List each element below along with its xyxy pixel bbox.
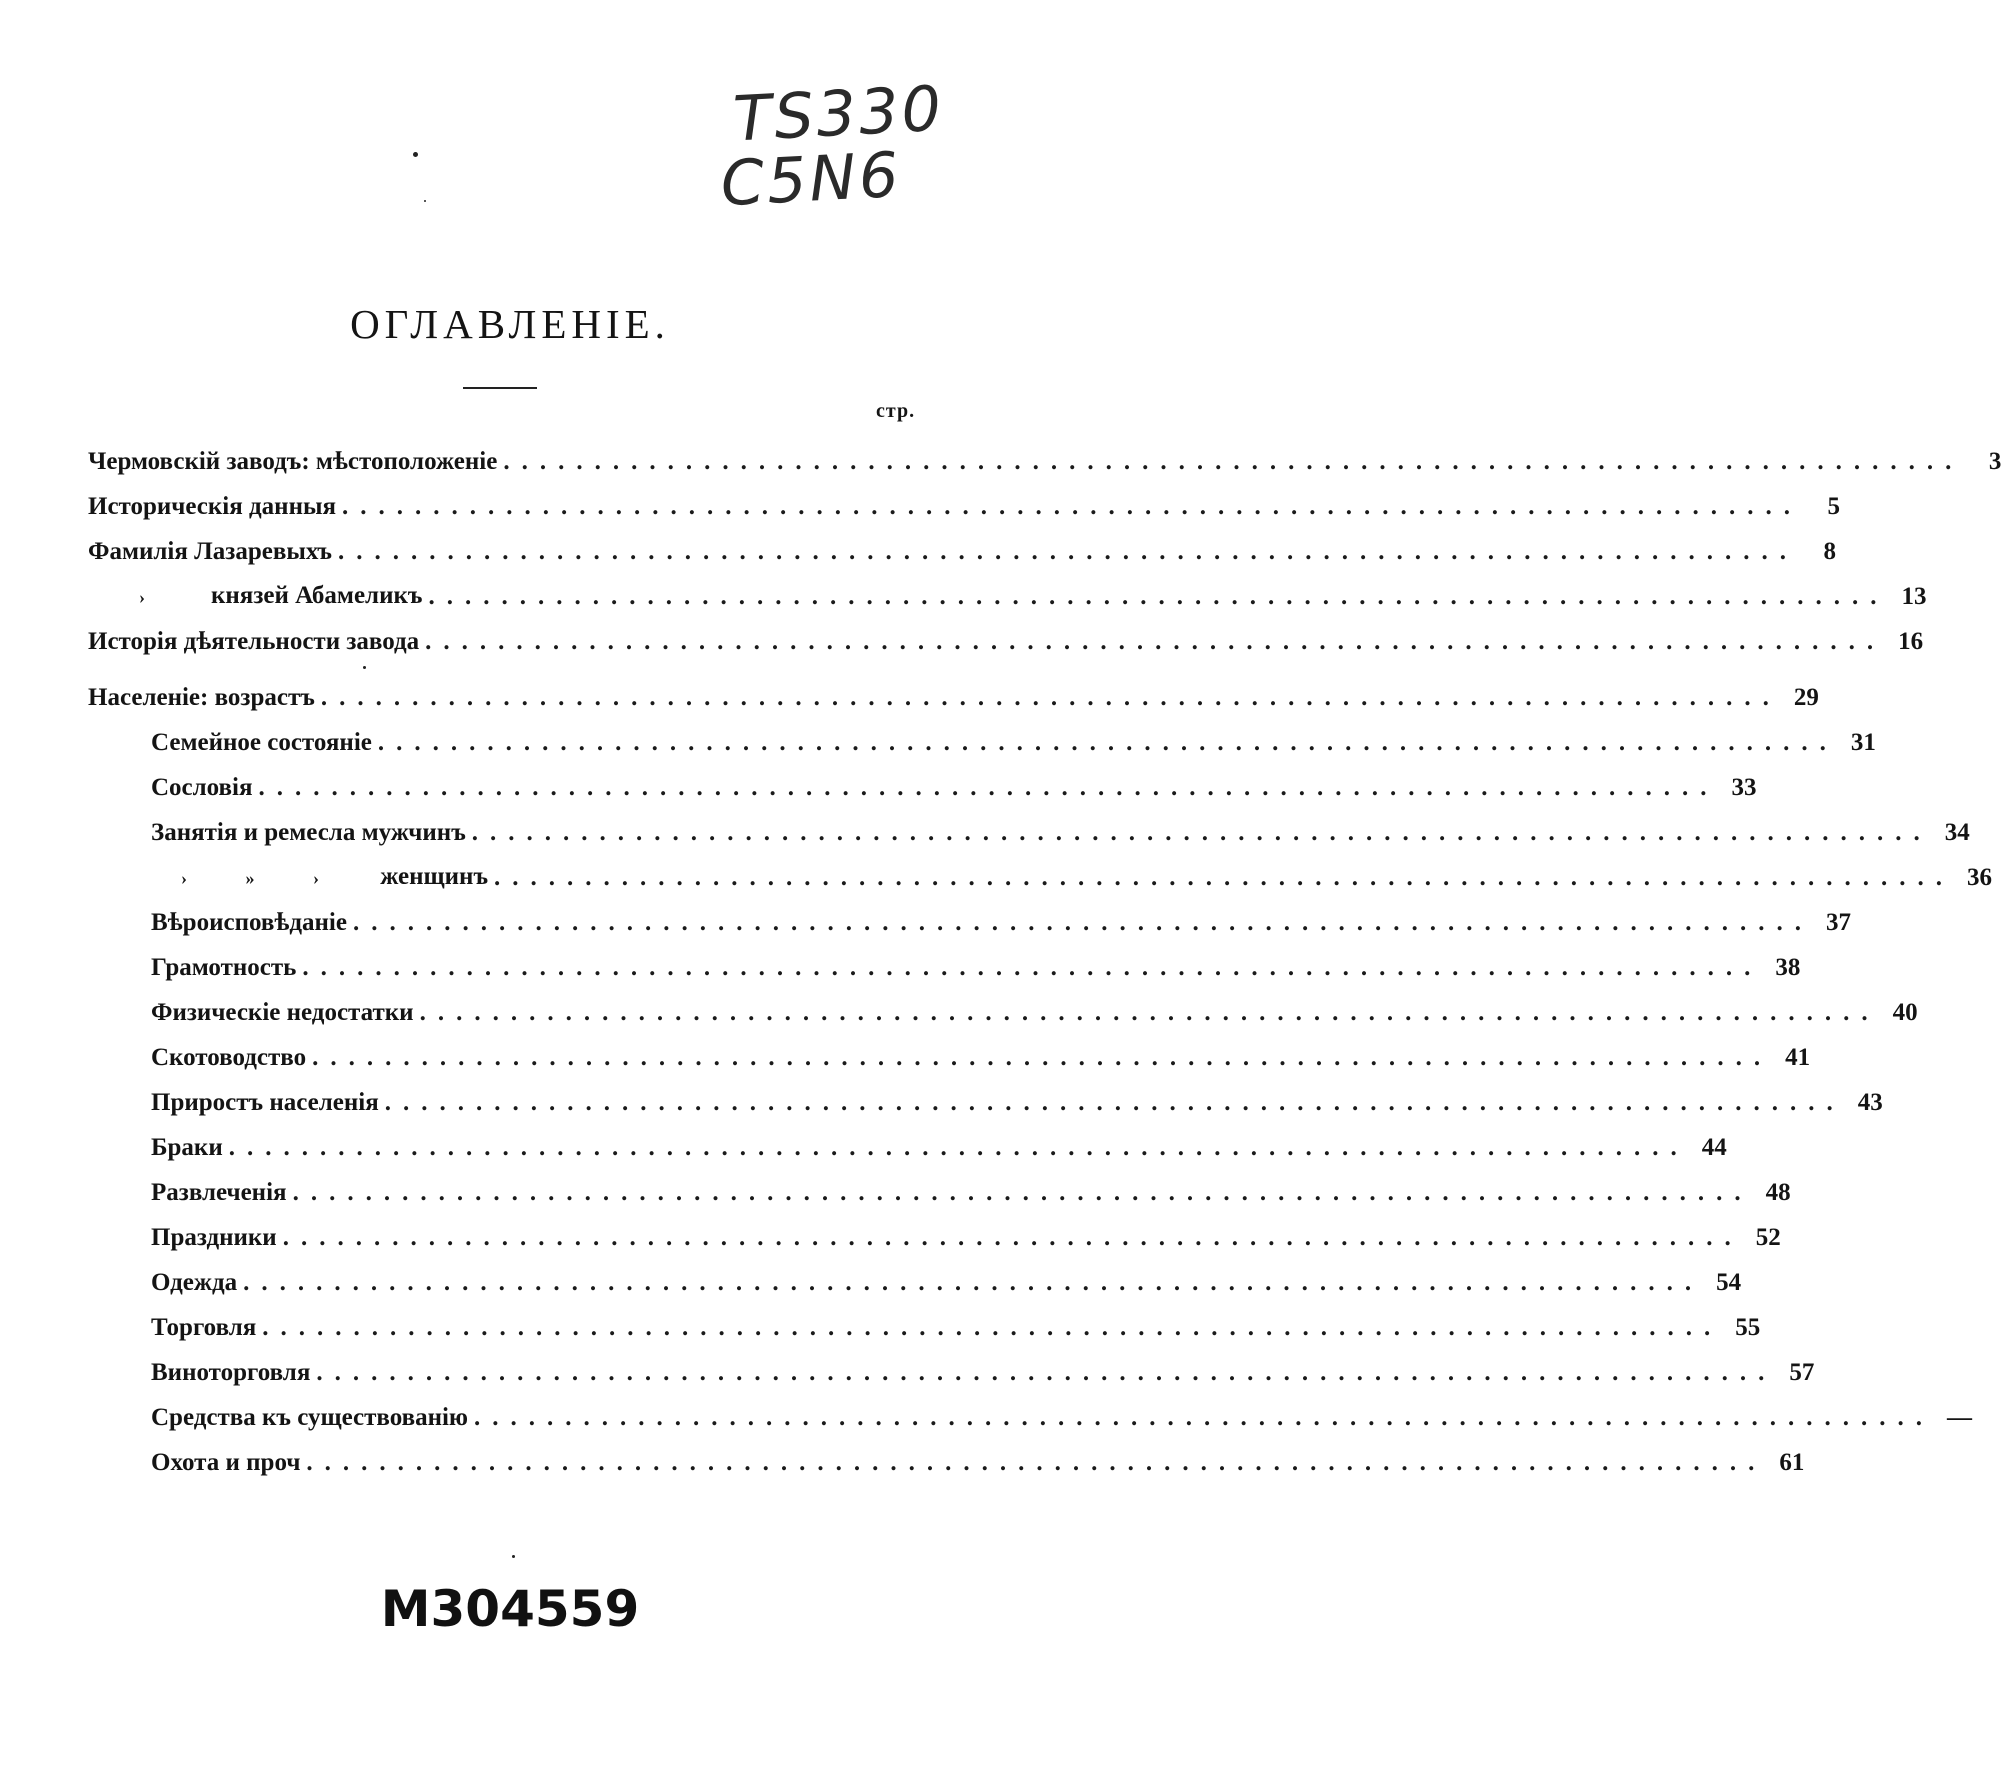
toc-entry-page: 54 <box>1716 1269 1742 1296</box>
call-number-line-2: C5N6 <box>718 137 904 221</box>
toc-entry <box>151 1300 1761 1344</box>
toc-entry-label: Занятія и ремесла мужчинъ <box>151 819 466 846</box>
dot-leader: ................................................................................ <box>306 1449 1767 1476</box>
pages-column-heading: стр. <box>876 400 916 422</box>
toc-entry-page: 33 <box>1731 774 1757 801</box>
dot-leader: ................................................................................ <box>337 538 1798 565</box>
toc-entry-page: 5 <box>1827 493 1841 520</box>
toc-entry-page: 52 <box>1755 1224 1781 1251</box>
ink-speck <box>424 200 426 202</box>
toc-entry-label: Развлеченія <box>151 1179 287 1206</box>
toc-entry-label: Торговля <box>151 1314 257 1341</box>
toc-entry-page: 36 <box>1967 864 1993 891</box>
toc-entry-page: 41 <box>1785 1044 1811 1071</box>
toc-entry <box>151 1390 1973 1434</box>
toc-entry-page: 34 <box>1944 819 1970 846</box>
title-rule <box>463 387 537 389</box>
toc-entry-page: 43 <box>1857 1089 1883 1116</box>
toc-entry <box>151 1030 1811 1074</box>
toc-entry <box>88 479 1841 523</box>
toc-entry-page: 48 <box>1765 1179 1791 1206</box>
toc-entry-label: Историческія данныя <box>88 493 337 520</box>
page-title: ОГЛАВЛЕНІЕ. <box>350 301 670 347</box>
dot-leader: ................................................................................ <box>471 819 1932 846</box>
dot-leader: ................................................................................ <box>342 493 1803 520</box>
dot-leader: ................................................................................ <box>262 1314 1723 1341</box>
call-number-line-1: TS330 <box>731 71 946 156</box>
library-stamp: M304559 <box>380 1580 640 1638</box>
dot-leader: ................................................................................ <box>320 684 1781 711</box>
toc-entry <box>151 1075 1883 1119</box>
toc-entry-label: Населеніе: возрастъ <box>88 684 315 711</box>
toc-entry-text: князей Абамеликъ <box>211 582 423 609</box>
toc-entry <box>151 940 1801 984</box>
toc-entry-page: 3 <box>1988 448 2001 475</box>
dot-leader: ................................................................................ <box>425 628 1886 655</box>
toc-entry <box>151 1210 1781 1254</box>
toc-entry <box>151 715 1876 759</box>
toc-entry <box>88 614 1924 658</box>
toc-entry-page: 44 <box>1701 1134 1727 1161</box>
ditto-mark: › <box>181 868 187 888</box>
toc-entry-text: женщинъ <box>380 863 489 890</box>
toc-entry-page: 57 <box>1789 1359 1815 1386</box>
toc-entry-label: Праздники <box>151 1224 277 1251</box>
toc-entry-label: Средства къ существованію <box>151 1404 469 1431</box>
dot-leader: ................................................................................ <box>316 1359 1777 1386</box>
toc-entry-label: Вѣроисповѣданіе <box>151 909 347 936</box>
toc-entry-label: Приростъ населенія <box>151 1089 379 1116</box>
ink-speck <box>363 666 366 669</box>
toc-entry-page: 29 <box>1793 684 1819 711</box>
toc-entry <box>151 850 1993 894</box>
dot-leader: ................................................................................ <box>384 1089 1845 1116</box>
toc-entry-label: Семейное состояніе <box>151 729 372 756</box>
toc-entry <box>151 1345 1815 1389</box>
toc-entry-label: Скотоводство <box>151 1044 307 1071</box>
dot-leader: ................................................................................ <box>243 1269 1704 1296</box>
toc-entry-page: 13 <box>1901 583 1927 610</box>
toc-entry <box>151 760 1757 804</box>
dot-leader: ................................................................................ <box>312 1044 1773 1071</box>
toc-entry <box>88 670 1819 714</box>
toc-entry <box>151 1435 1805 1479</box>
ditto-mark: › <box>313 868 319 888</box>
toc-entry-page: 55 <box>1735 1314 1761 1341</box>
toc-entry-page: 16 <box>1898 628 1924 655</box>
ink-speck <box>413 152 418 157</box>
toc-entry-label: Грамотность <box>151 954 297 981</box>
toc-entry <box>151 985 1918 1029</box>
toc-entry-page: — <box>1947 1404 1973 1431</box>
toc-entry <box>151 805 1970 849</box>
toc-entry-label: Чермовскій заводъ: мѣстоположеніе <box>88 448 498 475</box>
handwritten-call-number <box>718 71 949 221</box>
toc-entry-page: 37 <box>1825 909 1851 936</box>
toc-entry <box>88 569 1927 613</box>
toc-entry-page: 61 <box>1779 1449 1805 1476</box>
toc-entry <box>88 434 2001 478</box>
toc-entry-label: Фамилія Лазаревыхъ <box>88 538 332 565</box>
toc-entry <box>88 524 1836 568</box>
toc-entry <box>151 895 1851 939</box>
toc-entry-page: 31 <box>1850 729 1876 756</box>
dot-leader: ................................................................................ <box>282 1224 1743 1251</box>
dot-leader: ................................................................................ <box>503 448 1964 475</box>
toc-entry <box>151 1120 1727 1164</box>
toc-entry-label: Исторія дѣятельности завода <box>88 628 420 655</box>
ditto-mark: » <box>245 868 255 888</box>
dot-leader: ................................................................................ <box>428 583 1889 610</box>
toc-entry-page: 8 <box>1823 538 1836 565</box>
dot-leader: ................................................................................ <box>302 954 1763 981</box>
dot-leader: ................................................................................ <box>292 1179 1753 1206</box>
ditto-mark: › <box>139 587 145 607</box>
toc-entry-page: 38 <box>1775 954 1801 981</box>
toc-entry <box>151 1255 1742 1299</box>
toc-entry <box>151 1165 1791 1209</box>
dot-leader: ................................................................................ <box>352 909 1813 936</box>
toc-entry-label <box>88 580 422 613</box>
dot-leader: ................................................................................ <box>474 1404 1935 1431</box>
dot-leader: ................................................................................ <box>419 999 1880 1026</box>
toc-entry-label: Охота и проч <box>151 1449 301 1476</box>
toc-entry-label: Виноторговля <box>151 1359 311 1386</box>
dot-leader: ................................................................................ <box>258 774 1719 801</box>
toc-entry-label <box>151 861 488 894</box>
toc-entry-label: Браки <box>151 1134 223 1161</box>
toc-entry-page: 40 <box>1892 999 1918 1026</box>
toc-entry-label: Сословія <box>151 774 253 801</box>
dot-leader: ................................................................................ <box>228 1134 1689 1161</box>
dot-leader: ................................................................................ <box>494 864 1955 891</box>
ink-speck <box>512 1555 515 1558</box>
toc-entry-label: Физическіе недостатки <box>151 999 414 1026</box>
dot-leader: ................................................................................ <box>377 729 1838 756</box>
toc-entry-label: Одежда <box>151 1269 238 1296</box>
